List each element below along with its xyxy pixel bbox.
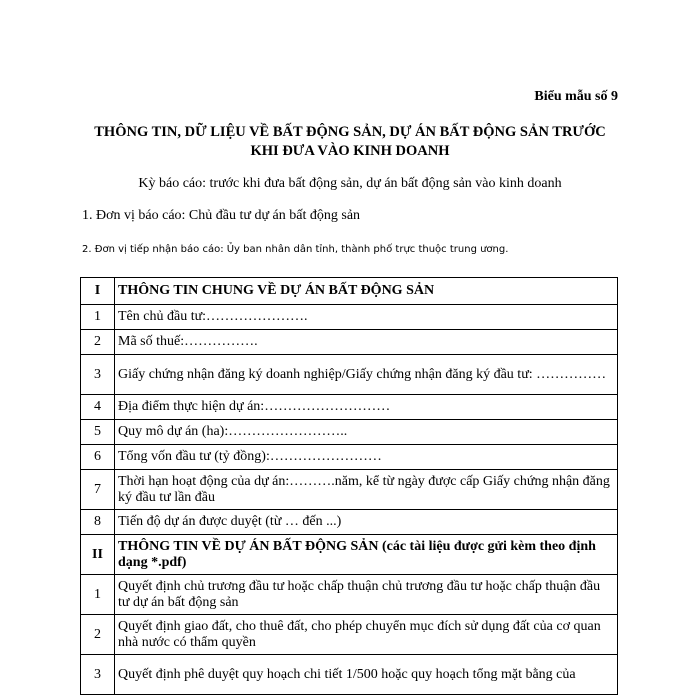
row-number: 7	[81, 470, 115, 510]
row-number: 2	[81, 330, 115, 355]
table-row	[81, 420, 618, 445]
receiving-unit: 2. Đơn vị tiếp nhận báo cáo: Ủy ban nhân dân tỉnh, thành phố trực thuộc trung ương.	[82, 244, 509, 255]
row-text: Quy mô dự án (ha):……………………..	[115, 420, 618, 445]
row-text: Địa điểm thực hiện dự án:………………………	[115, 395, 618, 420]
row-number: I	[81, 278, 115, 305]
row-text: Tên chủ đầu tư:………………….	[115, 305, 618, 330]
title-line-1: THÔNG TIN, DỮ LIỆU VỀ BẤT ĐỘNG SẢN, DỰ ÁN BẤT ĐỘNG SẢN TRƯỚC	[94, 124, 606, 140]
row-text: Quyết định giao đất, cho thuê đất, cho phép chuyển mục đích sử dụng đất của cơ quan nhà nước có thẩm quyền	[115, 615, 618, 655]
row-number: II	[81, 535, 115, 575]
section-row	[81, 278, 618, 305]
row-text: Quyết định phê duyệt quy hoạch chi tiết 1/500 hoặc quy hoạch tổng mặt bằng của	[115, 655, 618, 695]
row-number: 3	[81, 355, 115, 395]
table-row	[81, 305, 618, 330]
form-number: Biểu mẫu số 9	[534, 89, 618, 104]
reporting-unit: 1. Đơn vị báo cáo: Chủ đầu tư dự án bất động sản	[82, 208, 361, 223]
table-row	[81, 470, 618, 510]
document-title	[80, 123, 620, 161]
row-number: 2	[81, 615, 115, 655]
table-row	[81, 330, 618, 355]
table-row	[81, 510, 618, 535]
table-row	[81, 355, 618, 395]
row-number: 1	[81, 305, 115, 330]
row-text: Thời hạn hoạt động của dự án:……….năm, kể từ ngày được cấp Giấy chứng nhận đăng ký đầu tư lần đầu	[115, 470, 618, 510]
section-heading: THÔNG TIN CHUNG VỀ DỰ ÁN BẤT ĐỘNG SẢN	[115, 278, 618, 305]
table-body	[81, 278, 618, 695]
table-row	[81, 615, 618, 655]
section-row	[81, 535, 618, 575]
row-text: Giấy chứng nhận đăng ký doanh nghiệp/Giấy chứng nhận đăng ký đầu tư: ……………	[115, 355, 618, 395]
section-heading: THÔNG TIN VỀ DỰ ÁN BẤT ĐỘNG SẢN (các tài liệu được gửi kèm theo định dạng *.pdf)	[115, 535, 618, 575]
row-number: 3	[81, 655, 115, 695]
row-text: Tổng vốn đầu tư (tỷ đồng):……………………	[115, 445, 618, 470]
row-number: 4	[81, 395, 115, 420]
table-row	[81, 445, 618, 470]
table-row	[81, 575, 618, 615]
project-info-table	[80, 277, 618, 695]
row-number: 1	[81, 575, 115, 615]
row-number: 8	[81, 510, 115, 535]
row-text: Mã số thuế:…………….	[115, 330, 618, 355]
row-text: Tiến độ dự án được duyệt (từ … đến ...)	[115, 510, 618, 535]
table-row	[81, 395, 618, 420]
report-period: Kỳ báo cáo: trước khi đưa bất động sản, dự án bất động sản vào kinh doanh	[138, 176, 562, 191]
row-number: 5	[81, 420, 115, 445]
table-row	[81, 655, 618, 695]
row-text: Quyết định chủ trương đầu tư hoặc chấp thuận chủ trương đầu tư hoặc chấp thuận đầu tư dự án bất động sản	[115, 575, 618, 615]
title-line-2: KHI ĐƯA VÀO KINH DOANH	[250, 143, 450, 159]
row-number: 6	[81, 445, 115, 470]
